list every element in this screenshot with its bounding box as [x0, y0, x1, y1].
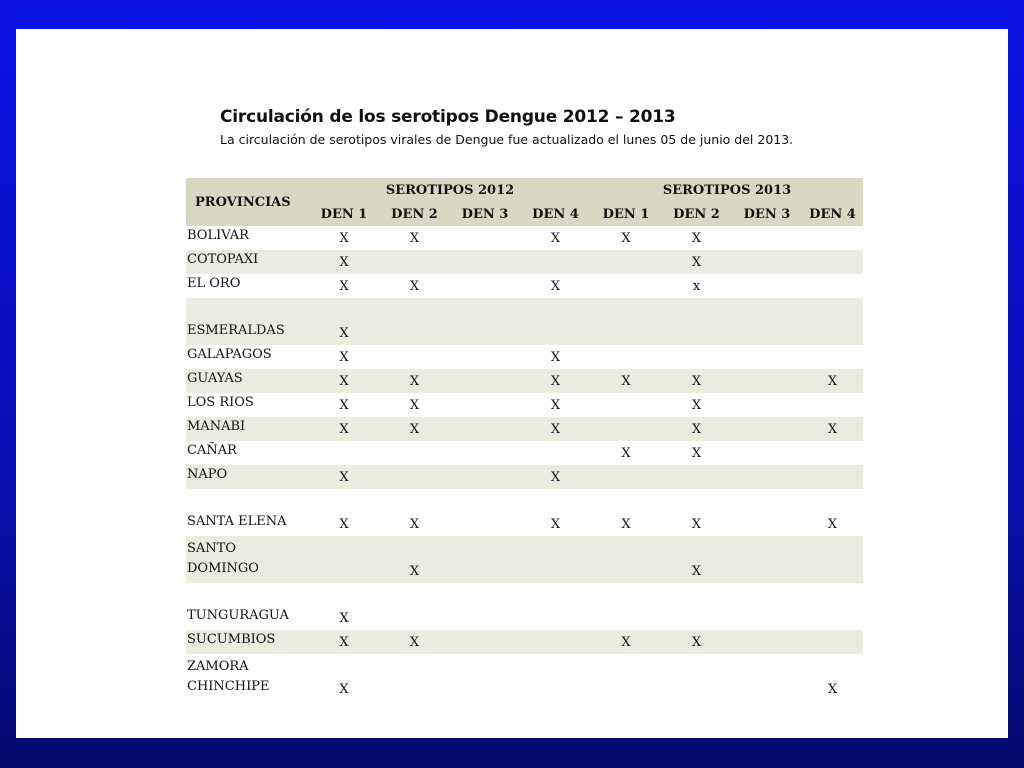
- province-name: TUNGURAGUA: [186, 583, 309, 630]
- serotype-mark: [591, 417, 661, 441]
- serotype-mark: [450, 465, 520, 489]
- serotype-mark: X: [661, 441, 732, 465]
- header-den-column: DEN 2: [379, 203, 450, 226]
- serotype-mark: [450, 630, 520, 654]
- serotype-mark: X: [379, 274, 450, 298]
- serotype-mark: X: [309, 298, 379, 345]
- serotype-mark: [450, 536, 520, 583]
- province-name: GALAPAGOS: [186, 345, 309, 369]
- table-row: [186, 226, 863, 250]
- serotype-mark: [450, 274, 520, 298]
- province-name: SANTO DOMINGO: [186, 536, 309, 583]
- serotype-mark: [520, 654, 591, 701]
- header-den-column: DEN 4: [520, 203, 591, 226]
- serotype-mark: X: [661, 417, 732, 441]
- serotype-mark: [379, 250, 450, 274]
- serotype-mark: [732, 441, 802, 465]
- serotype-mark: [450, 226, 520, 250]
- serotype-mark: [379, 583, 450, 630]
- serotype-mark: [661, 465, 732, 489]
- serotype-mark: X: [661, 489, 732, 536]
- serotype-mark: X: [309, 345, 379, 369]
- serotype-mark: [661, 298, 732, 345]
- serotype-mark: X: [379, 417, 450, 441]
- serotype-mark: [520, 441, 591, 465]
- serotype-mark: [802, 250, 863, 274]
- serotype-mark: [732, 298, 802, 345]
- serotype-mark: [450, 345, 520, 369]
- table-row: [186, 393, 863, 417]
- table-row: [186, 654, 863, 701]
- serotype-mark: [802, 630, 863, 654]
- serotype-mark: [802, 393, 863, 417]
- serotype-mark: X: [309, 630, 379, 654]
- serotype-mark: [591, 298, 661, 345]
- serotypes-table: [186, 178, 863, 701]
- serotype-mark: [520, 250, 591, 274]
- serotype-mark: X: [591, 489, 661, 536]
- serotype-mark: [732, 630, 802, 654]
- table-row: [186, 274, 863, 298]
- serotype-mark: [802, 274, 863, 298]
- province-name: CAÑAR: [186, 441, 309, 465]
- serotype-mark: [591, 274, 661, 298]
- serotype-mark: [732, 369, 802, 393]
- serotype-mark: [802, 536, 863, 583]
- serotype-mark: [379, 345, 450, 369]
- serotype-mark: [802, 583, 863, 630]
- serotype-mark: X: [309, 654, 379, 701]
- header-den-column: DEN 3: [450, 203, 520, 226]
- serotype-mark: X: [520, 369, 591, 393]
- serotype-mark: [732, 536, 802, 583]
- province-name: SUCUMBIOS: [186, 630, 309, 654]
- province-name: EL ORO: [186, 274, 309, 298]
- table-row: [186, 630, 863, 654]
- serotype-mark: [520, 298, 591, 345]
- serotype-mark: [802, 465, 863, 489]
- serotype-mark: [732, 226, 802, 250]
- serotype-mark: [520, 583, 591, 630]
- province-name: SANTA ELENA: [186, 489, 309, 536]
- serotype-mark: X: [520, 345, 591, 369]
- serotype-mark: [591, 250, 661, 274]
- table-row: [186, 345, 863, 369]
- province-name: MANABI: [186, 417, 309, 441]
- header-den-column: DEN 1: [309, 203, 379, 226]
- header-serotipos-2013: SEROTIPOS 2013: [591, 178, 863, 203]
- serotype-mark: [450, 583, 520, 630]
- province-name: ESMERALDAS: [186, 298, 309, 345]
- serotype-mark: [591, 393, 661, 417]
- serotype-mark: [450, 654, 520, 701]
- serotype-mark: [591, 536, 661, 583]
- province-name: GUAYAS: [186, 369, 309, 393]
- serotype-mark: X: [379, 536, 450, 583]
- province-name: COTOPAXI: [186, 250, 309, 274]
- province-name: NAPO: [186, 465, 309, 489]
- serotype-mark: X: [802, 417, 863, 441]
- header-serotipos-2012: SEROTIPOS 2012: [309, 178, 591, 203]
- serotype-mark: [309, 441, 379, 465]
- serotype-mark: [732, 583, 802, 630]
- serotype-mark: [379, 465, 450, 489]
- table-row: [186, 417, 863, 441]
- serotype-mark: X: [520, 393, 591, 417]
- serotype-mark: X: [591, 226, 661, 250]
- table-row: [186, 465, 863, 489]
- table-row: [186, 583, 863, 630]
- serotype-mark: [450, 441, 520, 465]
- serotype-mark: X: [309, 393, 379, 417]
- serotype-mark: [661, 345, 732, 369]
- serotype-mark: [520, 630, 591, 654]
- serotype-mark: [379, 298, 450, 345]
- slide-title: Circulación de los serotipos Dengue 2012 – 2013: [220, 107, 676, 127]
- serotype-mark: [802, 441, 863, 465]
- table-row: [186, 489, 863, 536]
- province-name: ZAMORA CHINCHIPE: [186, 654, 309, 701]
- header-den-column: DEN 4: [802, 203, 863, 226]
- serotype-mark: [802, 345, 863, 369]
- serotype-mark: X: [309, 583, 379, 630]
- serotype-mark: [732, 393, 802, 417]
- serotype-mark: X: [661, 536, 732, 583]
- table-row: [186, 441, 863, 465]
- serotype-mark: X: [591, 630, 661, 654]
- serotype-mark: X: [520, 226, 591, 250]
- header-den-column: DEN 3: [732, 203, 802, 226]
- serotype-mark: X: [309, 369, 379, 393]
- serotype-mark: [732, 274, 802, 298]
- serotype-mark: X: [802, 369, 863, 393]
- header-den-column: DEN 1: [591, 203, 661, 226]
- serotype-mark: [802, 226, 863, 250]
- serotype-mark: X: [661, 630, 732, 654]
- slide: [16, 29, 1008, 738]
- serotype-mark: [591, 654, 661, 701]
- table-row: [186, 250, 863, 274]
- serotype-mark: [450, 298, 520, 345]
- serotype-mark: X: [520, 489, 591, 536]
- serotype-mark: [450, 417, 520, 441]
- table-row: [186, 369, 863, 393]
- serotype-mark: X: [520, 417, 591, 441]
- serotype-mark: X: [591, 369, 661, 393]
- serotype-mark: [379, 441, 450, 465]
- serotype-mark: [661, 654, 732, 701]
- serotype-mark: [591, 345, 661, 369]
- serotype-mark: [732, 345, 802, 369]
- serotype-mark: X: [661, 369, 732, 393]
- serotype-mark: X: [661, 226, 732, 250]
- serotype-mark: X: [661, 393, 732, 417]
- serotype-mark: [732, 465, 802, 489]
- serotype-mark: X: [309, 250, 379, 274]
- serotype-mark: [732, 654, 802, 701]
- serotype-mark: X: [309, 417, 379, 441]
- serotype-mark: X: [379, 630, 450, 654]
- serotype-mark: [379, 654, 450, 701]
- serotype-mark: [591, 583, 661, 630]
- serotype-mark: X: [309, 274, 379, 298]
- serotype-mark: x: [661, 274, 732, 298]
- serotype-mark: [802, 298, 863, 345]
- serotype-mark: X: [802, 489, 863, 536]
- serotype-mark: X: [309, 226, 379, 250]
- serotype-mark: [450, 369, 520, 393]
- serotype-mark: X: [379, 226, 450, 250]
- serotype-mark: [732, 489, 802, 536]
- province-name: BOLIVAR: [186, 226, 309, 250]
- table-row: [186, 298, 863, 345]
- serotype-mark: X: [379, 369, 450, 393]
- serotype-mark: X: [379, 393, 450, 417]
- serotype-mark: [661, 583, 732, 630]
- serotype-mark: X: [661, 250, 732, 274]
- serotype-mark: X: [379, 489, 450, 536]
- slide-subtitle: La circulación de serotipos virales de Dengue fue actualizado el lunes 05 de junio del 2013.: [220, 132, 794, 147]
- serotype-mark: X: [520, 274, 591, 298]
- serotype-mark: X: [591, 441, 661, 465]
- serotype-mark: X: [520, 465, 591, 489]
- table-body: [186, 226, 863, 701]
- header-provincias: PROVINCIAS: [186, 178, 309, 226]
- serotype-mark: X: [309, 465, 379, 489]
- table-row: [186, 536, 863, 583]
- serotype-mark: X: [309, 489, 379, 536]
- serotype-mark: [450, 250, 520, 274]
- serotype-mark: [591, 465, 661, 489]
- serotype-mark: X: [802, 654, 863, 701]
- header-den-column: DEN 2: [661, 203, 732, 226]
- serotype-mark: [450, 393, 520, 417]
- serotype-mark: [309, 536, 379, 583]
- serotype-mark: [520, 536, 591, 583]
- province-name: LOS RIOS: [186, 393, 309, 417]
- serotype-mark: [732, 417, 802, 441]
- serotype-mark: [450, 489, 520, 536]
- serotype-mark: [732, 250, 802, 274]
